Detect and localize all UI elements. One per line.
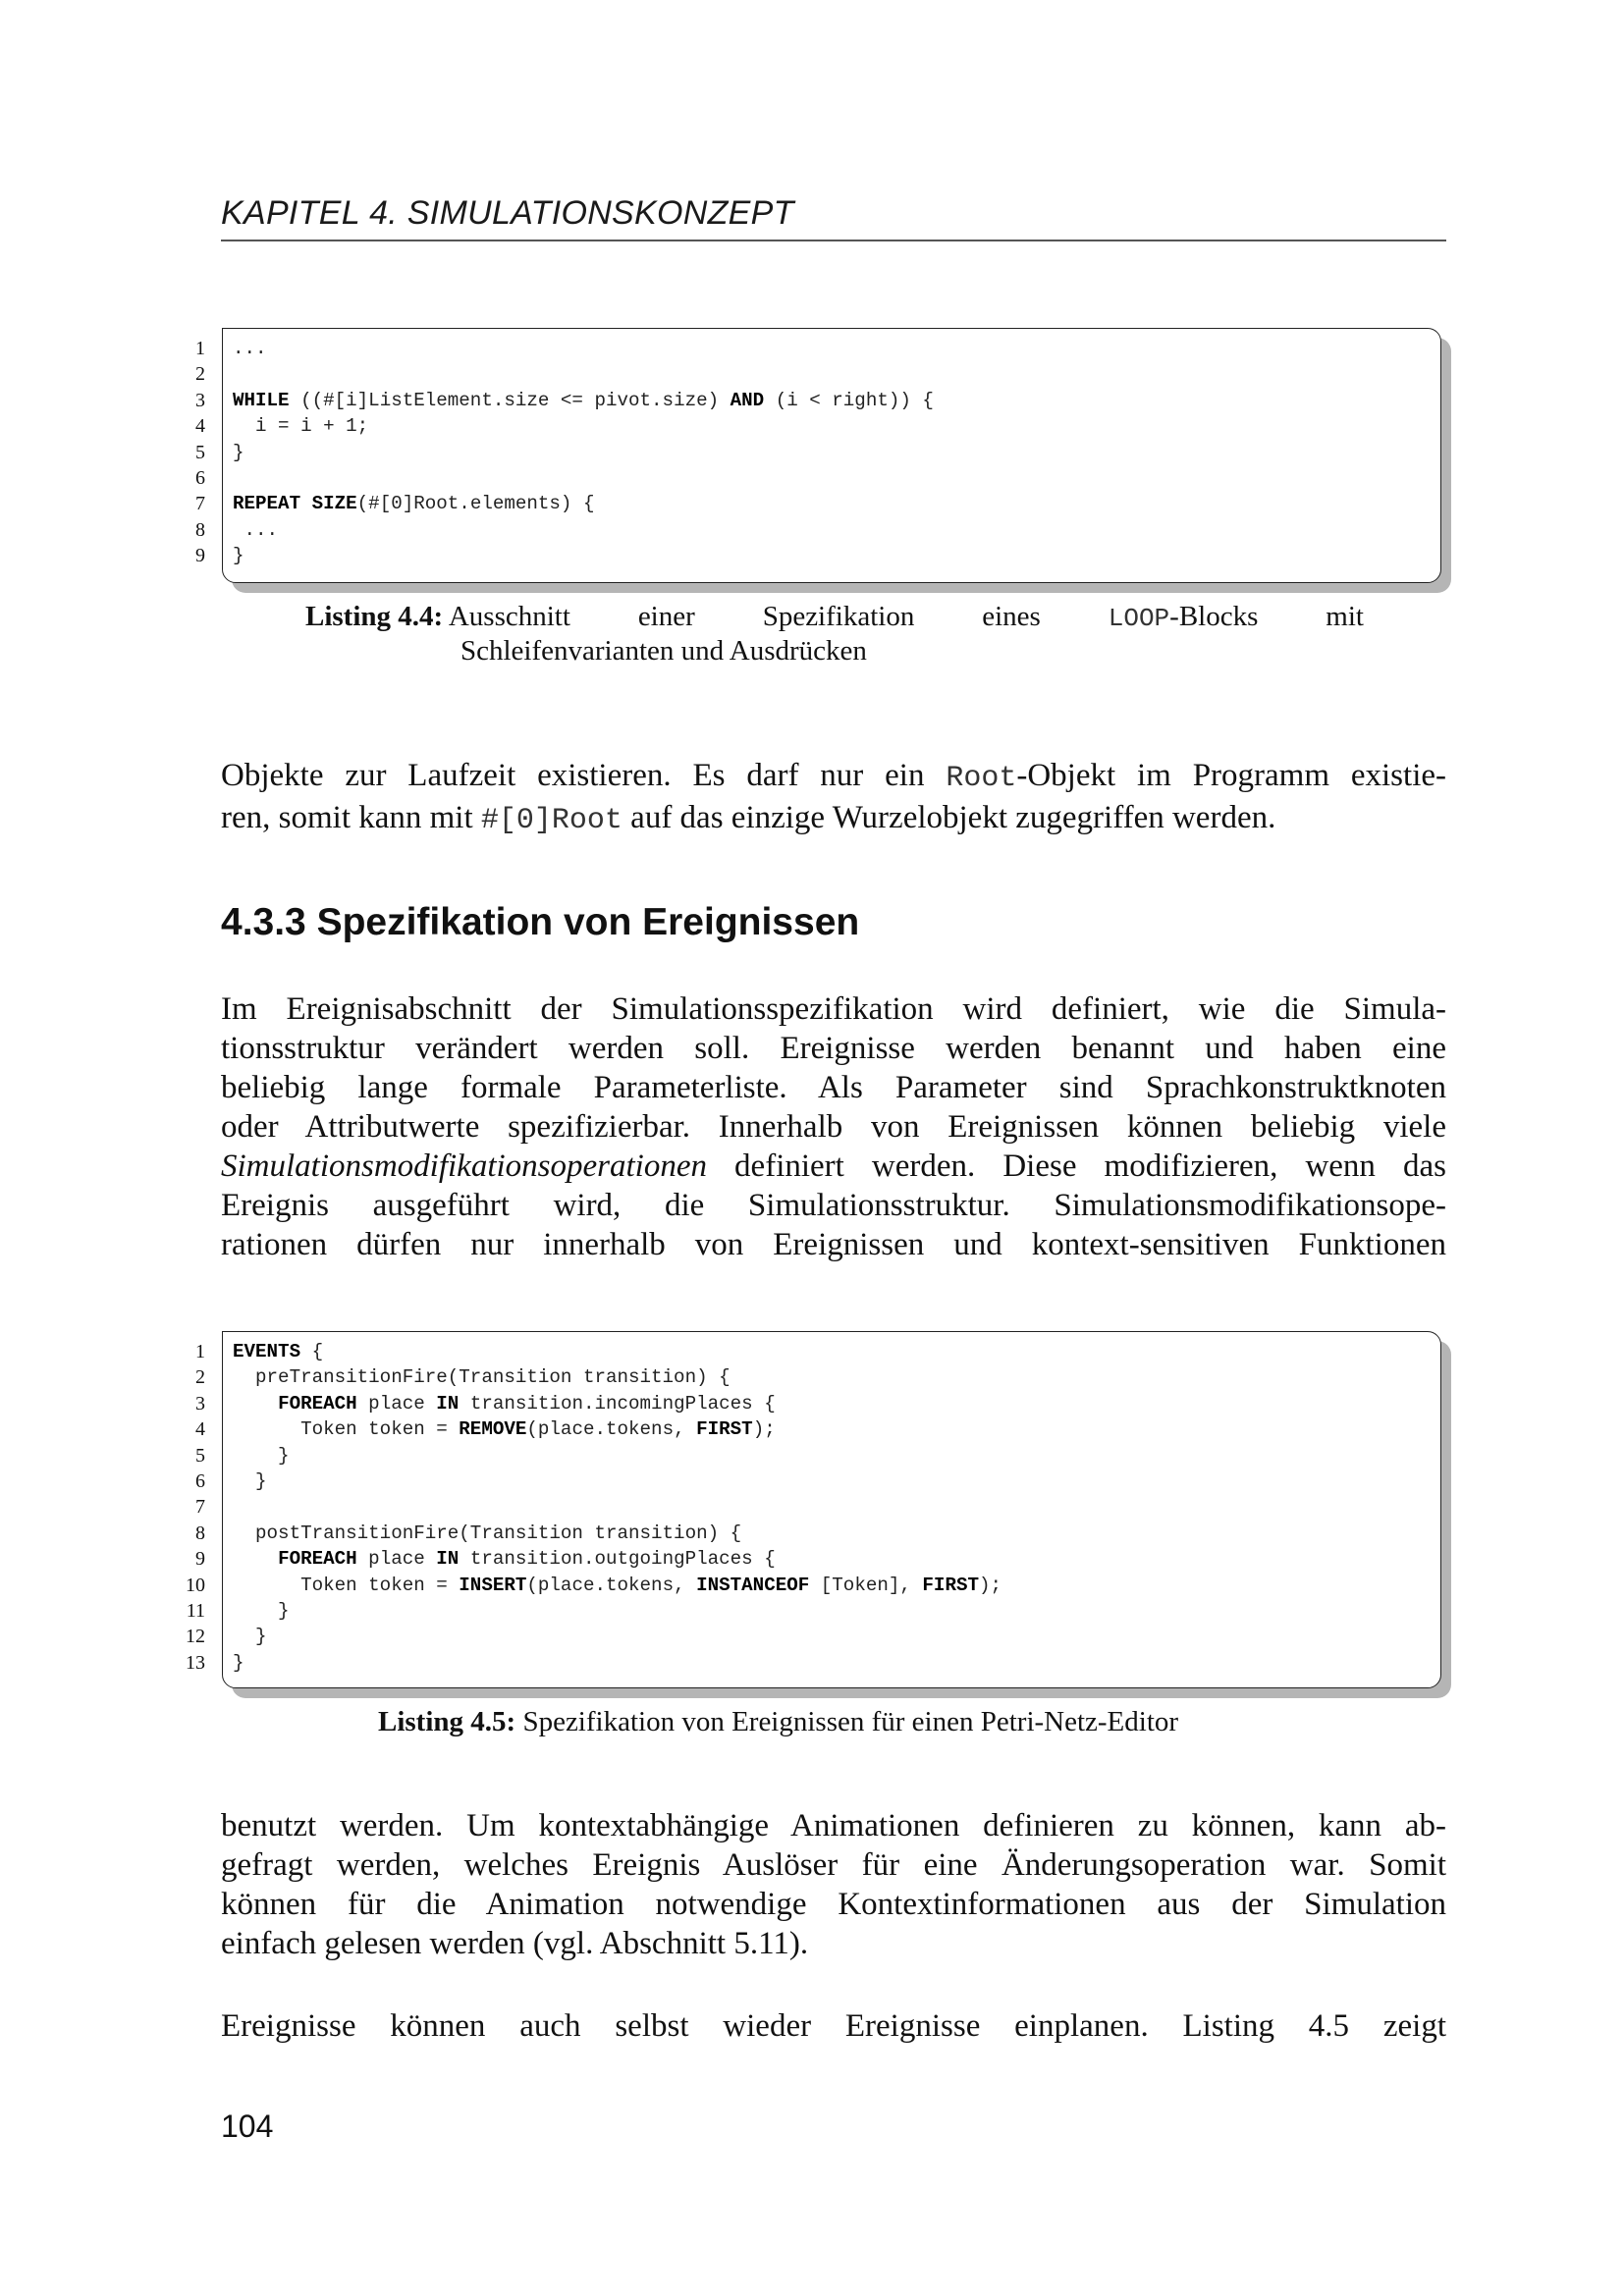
- code-line: [233, 1364, 1001, 1390]
- keyword: IN: [436, 1548, 460, 1571]
- code-text: );: [979, 1574, 1002, 1596]
- line-number: 9: [195, 545, 205, 567]
- code-block: [233, 336, 934, 569]
- code-line: [233, 361, 934, 387]
- keyword: EVENTS: [233, 1341, 301, 1362]
- line-numbers: [182, 1339, 205, 1676]
- code-line: [233, 413, 934, 439]
- line-number: 9: [195, 1548, 205, 1571]
- line-number: 8: [195, 518, 205, 541]
- code-text: }: [233, 1444, 290, 1467]
- code-text: }: [233, 1599, 290, 1622]
- code-line: [233, 517, 934, 543]
- line-number: 10: [186, 1574, 205, 1596]
- text: definiert werden. Diese modifizieren, wenn das: [706, 1148, 1446, 1184]
- running-head: KAPITEL 4. SIMULATIONSKONZEPT: [221, 194, 794, 232]
- code-text: );: [752, 1418, 776, 1441]
- code-text: }: [233, 545, 244, 567]
- code-text: place: [356, 1392, 437, 1415]
- line-number: 6: [195, 466, 205, 489]
- keyword: WHILE: [233, 389, 290, 411]
- line-number: 7: [195, 493, 205, 515]
- code-line: [233, 1468, 1001, 1494]
- code-text: ...: [233, 338, 267, 359]
- caption-code: LOOP: [1108, 604, 1170, 633]
- text-line: Ereignisse können auch selbst wieder Ereignisse einplanen. Listing 4.5 zeigt: [221, 2008, 1446, 2044]
- code-text: (i < right)) {: [764, 389, 934, 411]
- keyword: INSTANCEOF: [696, 1574, 810, 1596]
- text-line: Im Ereignisabschnitt der Simulationsspezifikation wird definiert, wie die Simula-: [221, 991, 1446, 1027]
- text-line: oder Attributwerte spezifizierbar. Innerhalb von Ereignissen können beliebig viele: [221, 1109, 1446, 1145]
- paragraph: [221, 756, 1446, 840]
- line-number: 12: [186, 1626, 205, 1648]
- section-heading: 4.3.3 Spezifikation von Ereignissen: [221, 901, 860, 943]
- line-number: 5: [195, 1444, 205, 1467]
- code-text: {: [300, 1341, 324, 1362]
- inline-code: Root: [946, 762, 1017, 795]
- paragraph: [221, 2006, 1446, 2046]
- line-number: 11: [186, 1599, 205, 1622]
- code-block: [233, 1339, 1001, 1676]
- line-number: 7: [195, 1496, 205, 1519]
- keyword: REMOVE: [459, 1418, 527, 1441]
- line-numbers: [182, 336, 205, 569]
- code-line: [233, 1391, 1001, 1416]
- code-text: Token token =: [233, 1574, 460, 1596]
- code-line: [233, 1624, 1001, 1649]
- code-text: postTransitionFire(Transition transition) {: [233, 1522, 742, 1544]
- caption-word: -Blocks: [1169, 601, 1259, 632]
- code-text: }: [233, 1651, 244, 1674]
- caption-line-2: Schleifenvarianten und Ausdrücken: [460, 635, 867, 667]
- code-line: [233, 1494, 1001, 1520]
- code-text: (place.tokens,: [526, 1418, 697, 1441]
- line-number: 3: [195, 1392, 205, 1415]
- text-line: beliebig lange formale Parameterliste. Als Parameter sind Sprachkonstruktknoten: [221, 1070, 1446, 1105]
- text-line: einfach gelesen werden (vgl. Abschnitt 5.11).: [221, 1926, 809, 1961]
- line-number: 4: [195, 415, 205, 438]
- code-text: [233, 1548, 278, 1570]
- keyword: SIZE: [311, 493, 357, 515]
- text-line: gefragt werden, welches Ereignis Auslöser für eine Änderungsoperation war. Somit: [221, 1847, 1446, 1883]
- code-line: [233, 1650, 1001, 1676]
- code-text: transition.incomingPlaces {: [459, 1392, 776, 1415]
- code-line: [233, 388, 934, 413]
- text-line: tionsstruktur verändert werden soll. Ereignisse werden benannt und haben eine: [221, 1031, 1446, 1066]
- code-line: [233, 491, 934, 516]
- keyword: FOREACH: [278, 1548, 357, 1571]
- line-number: 2: [195, 363, 205, 386]
- caption-word: eines: [982, 601, 1041, 632]
- code-line: [233, 1573, 1001, 1598]
- line-number: 6: [195, 1469, 205, 1492]
- text-line: [221, 1147, 1446, 1186]
- text: -Objekt im Programm existie-: [1016, 758, 1446, 793]
- text-line: [221, 756, 1446, 798]
- text: ren, somit kann mit: [221, 800, 481, 835]
- text-line: rationen dürfen nur innerhalb von Ereignissen und kontext-sensitiven Funktionen: [221, 1227, 1446, 1262]
- line-number: 4: [195, 1418, 205, 1441]
- line-number: 13: [186, 1651, 205, 1674]
- line-number: 1: [195, 338, 205, 359]
- caption-word: Spezifikation: [762, 601, 915, 632]
- code-text: }: [233, 441, 244, 463]
- code-line: [233, 1443, 1001, 1468]
- keyword: FOREACH: [278, 1392, 357, 1415]
- line-number: 2: [195, 1366, 205, 1389]
- keyword: IN: [436, 1392, 460, 1415]
- code-line: [233, 336, 934, 361]
- code-text: (place.tokens,: [526, 1574, 697, 1596]
- caption-label: Listing 4.4:: [305, 601, 444, 632]
- code-line: [233, 1598, 1001, 1624]
- keyword: FIRST: [696, 1418, 753, 1441]
- code-text: transition.outgoingPlaces {: [459, 1548, 776, 1571]
- code-line: [233, 440, 934, 465]
- inline-code: #[0]Root: [480, 804, 623, 837]
- italic-term: Simulationsmodifikationsoperationen: [221, 1148, 707, 1184]
- keyword: INSERT: [459, 1574, 527, 1596]
- page-number: 104: [221, 2109, 274, 2144]
- paragraph: [221, 1806, 1446, 1963]
- code-text: ...: [233, 518, 279, 541]
- listing-4-5-caption: [378, 1706, 1178, 1738]
- code-line: [233, 465, 934, 491]
- text-line: Ereignis ausgeführt wird, die Simulationsstruktur. Simulationsmodifikationsope-: [221, 1188, 1446, 1223]
- caption-line-1: [305, 601, 1364, 633]
- code-line: [233, 543, 934, 568]
- line-number: 1: [195, 1341, 205, 1362]
- code-line: [233, 1339, 1001, 1364]
- line-number: 5: [195, 441, 205, 463]
- line-number: 8: [195, 1522, 205, 1544]
- text-line: benutzt werden. Um kontextabhängige Animationen definieren zu können, kann ab-: [221, 1808, 1446, 1843]
- paragraph: [221, 989, 1446, 1264]
- code-text: ((#[i]ListElement.size <= pivot.size): [289, 389, 731, 411]
- caption-word: mit: [1326, 601, 1364, 632]
- code-line: [233, 1546, 1001, 1572]
- code-line: [233, 1416, 1001, 1442]
- code-text: preTransitionFire(Transition transition) {: [233, 1366, 731, 1389]
- code-line: [233, 1521, 1001, 1546]
- text: Objekte zur Laufzeit existieren. Es darf nur ein: [221, 758, 947, 793]
- line-number: 3: [195, 389, 205, 411]
- code-text: }: [233, 1469, 267, 1492]
- caption-word: Ausschnitt: [448, 601, 570, 632]
- text-line: [221, 798, 1446, 840]
- code-text: [233, 1393, 278, 1415]
- code-text: }: [233, 1626, 267, 1648]
- code-text: Token token =: [233, 1418, 460, 1441]
- caption-text: Spezifikation von Ereignissen für einen Petri-Netz-Editor: [515, 1706, 1179, 1737]
- code-text: i = i + 1;: [233, 415, 369, 438]
- code-text: (#[0]Root.elements) {: [356, 493, 595, 515]
- code-text: [Token],: [809, 1574, 923, 1596]
- keyword: FIRST: [922, 1574, 979, 1596]
- code-text: [300, 493, 312, 514]
- keyword: REPEAT: [233, 493, 301, 515]
- code-text: place: [356, 1548, 437, 1571]
- header-rule: [221, 240, 1446, 241]
- text: auf das einzige Wurzelobjekt zugegriffen werden.: [622, 800, 1276, 835]
- caption-word: einer: [637, 601, 695, 632]
- caption-label: Listing 4.5:: [378, 1706, 516, 1737]
- text-line: können für die Animation notwendige Kontextinformationen aus der Simulation: [221, 1887, 1446, 1922]
- keyword: AND: [730, 389, 765, 411]
- listing-4-4-caption: [305, 601, 1364, 667]
